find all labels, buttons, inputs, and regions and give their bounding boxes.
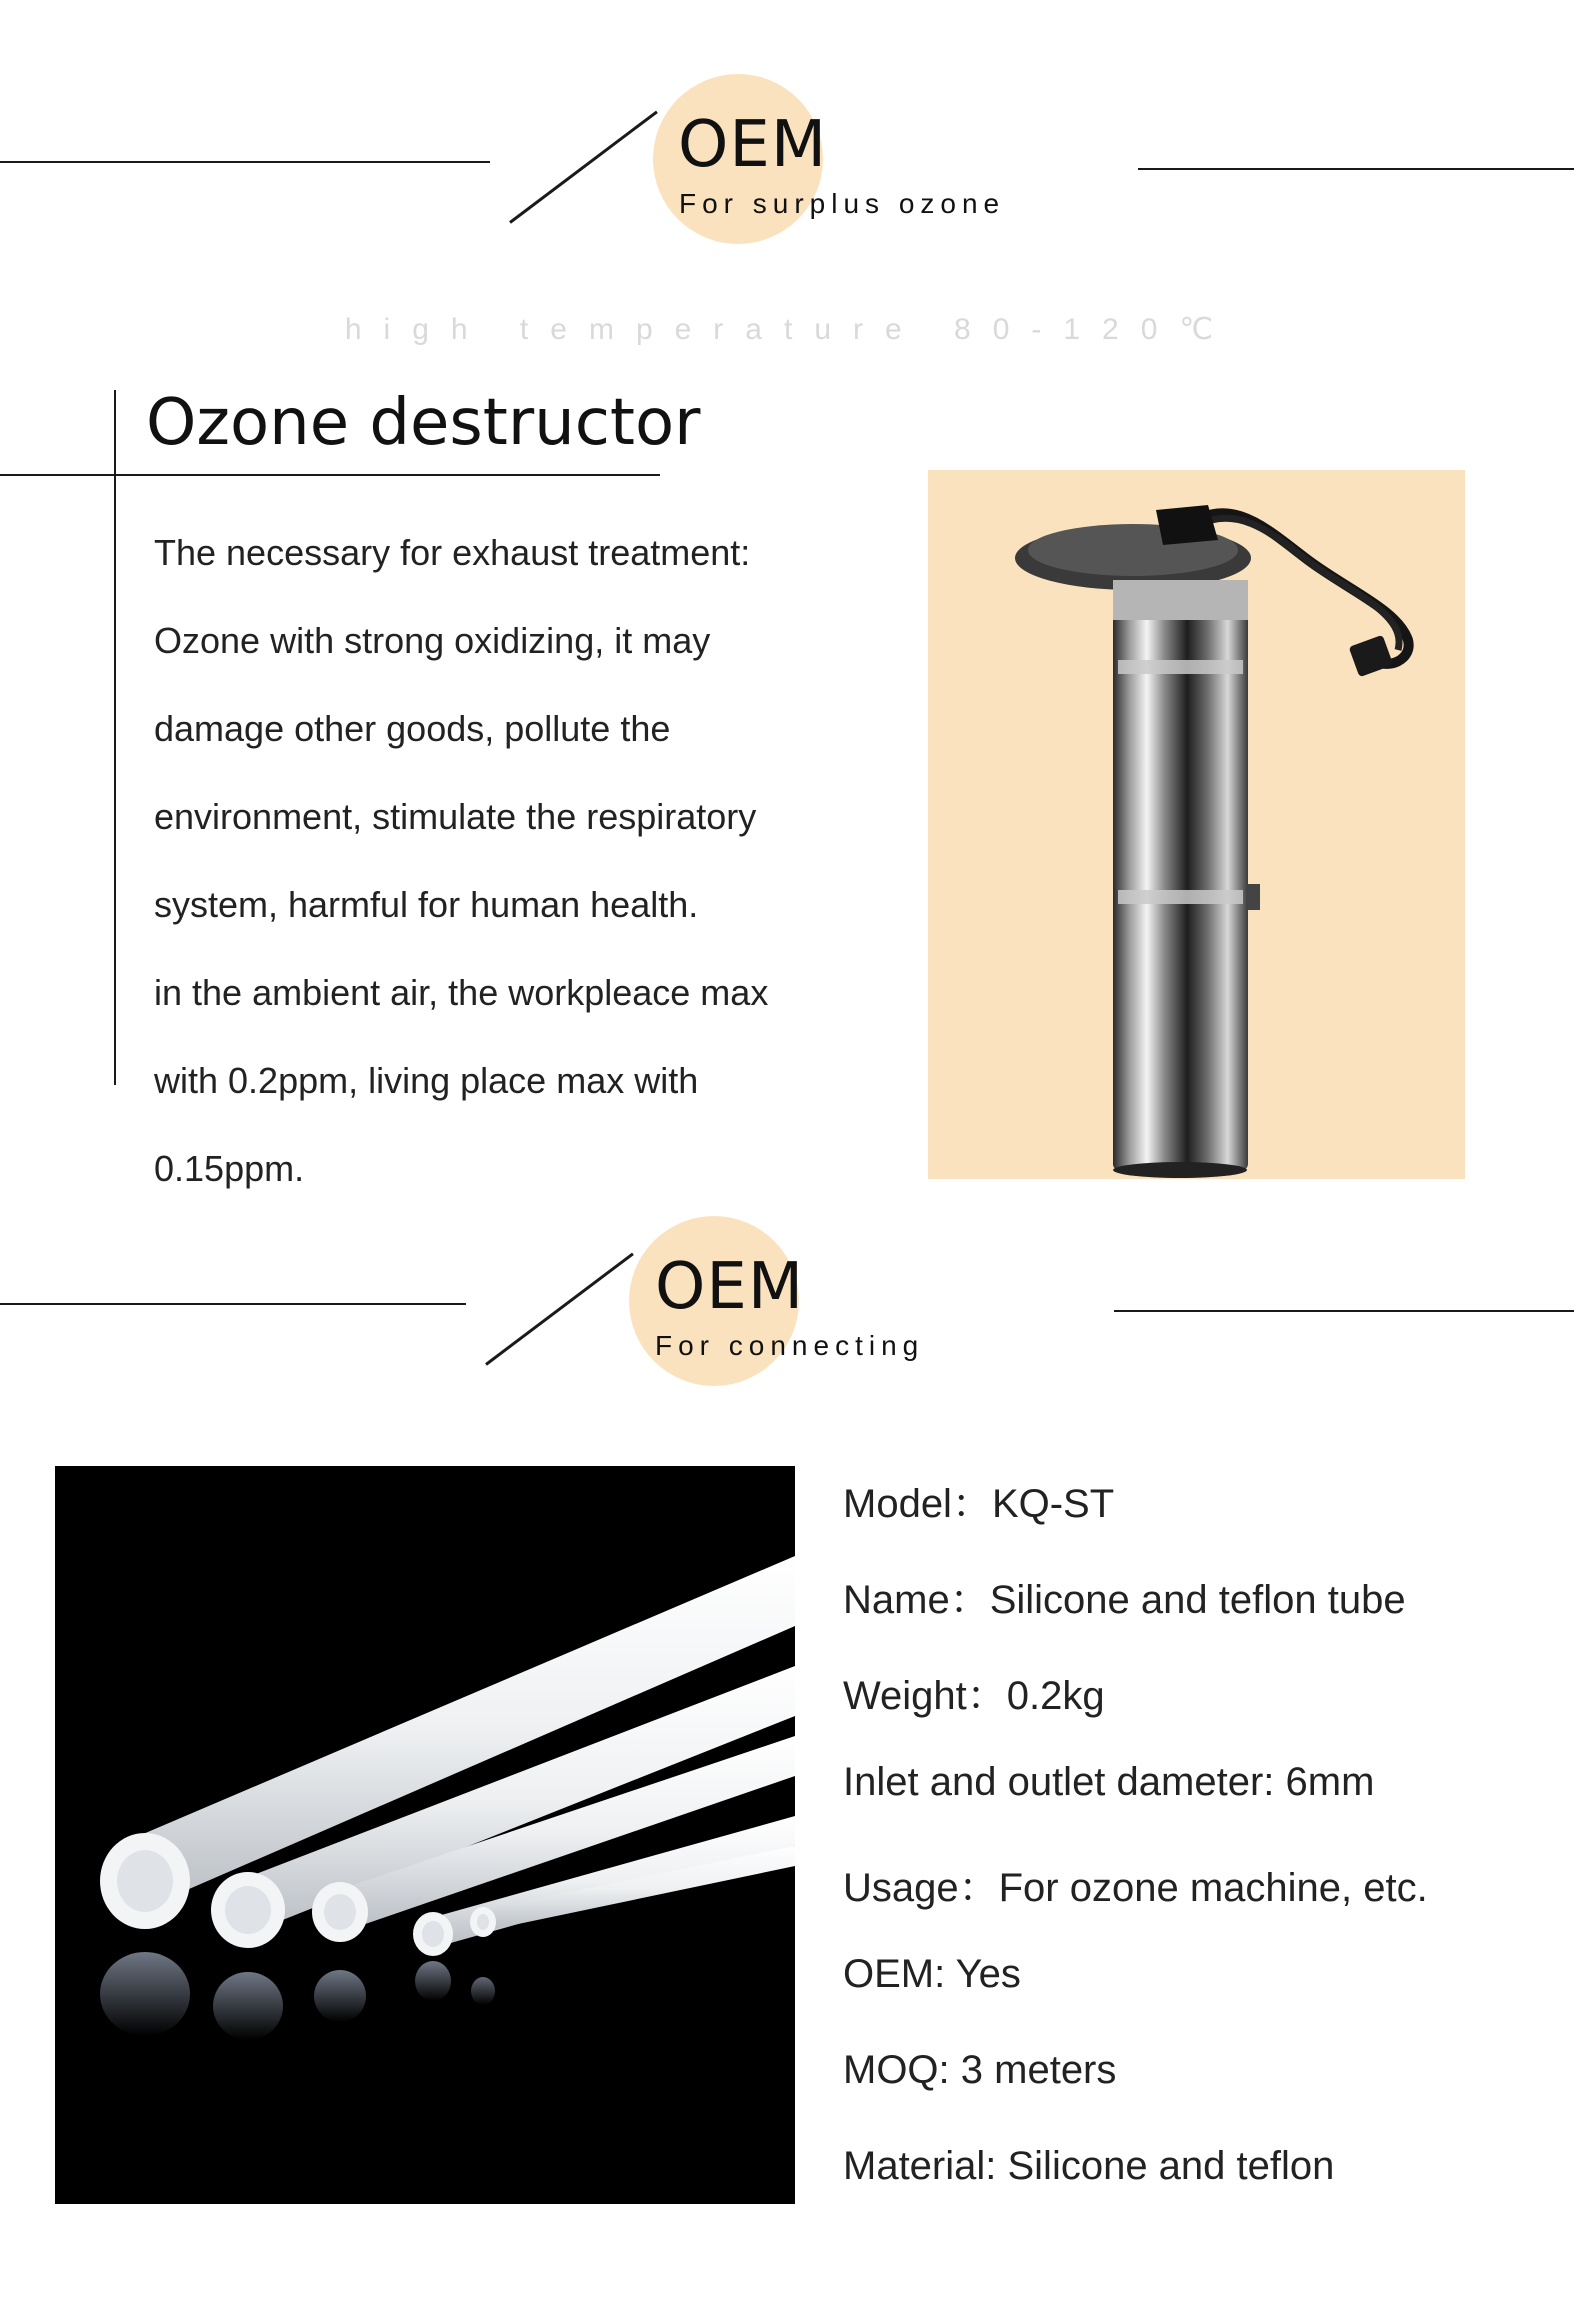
diagonal-stroke-2 [485,1253,634,1366]
description-line: Ozone with strong oxidizing, it may [154,620,711,661]
oem-badge-title-2: OEM [655,1250,805,1324]
spec-oem: OEM: Yes [843,1952,1021,1996]
description-line: The necessary for exhaust treatment: [154,532,751,573]
temperature-note: high temperature 80-120℃ [344,313,1236,346]
spec-moq: MOQ: 3 meters [843,2048,1117,2092]
left-divider-line-1 [0,161,490,163]
description-line: 0.15ppm. [154,1148,305,1189]
silicone-tube-illustration [55,1466,795,2204]
spec-usage: Usage：For ozone machine, etc. [843,1866,1428,1910]
left-divider-line-2 [0,1303,466,1305]
spec-model: Model：KQ-ST [843,1482,1115,1526]
oem-badge-title-1: OEM [678,108,828,182]
right-divider-line-2 [1114,1310,1574,1312]
description-line: environment, stimulate the respiratory [154,796,757,837]
ozone-destructor-illustration [928,470,1465,1179]
description-line: system, harmful for human health. [154,884,699,925]
heading-underline [0,474,660,476]
oem-badge-subtitle-1: For surplus ozone [679,188,1006,219]
spec-diameter: Inlet and outlet dameter: 6mm [843,1760,1375,1804]
description-line: in the ambient air, the workpleace max [154,972,769,1013]
heading-vertical-line [114,390,116,1085]
oem-badge-subtitle-2: For connecting [655,1330,925,1361]
diagonal-stroke-1 [509,111,658,224]
spec-weight: Weight：0.2kg [843,1674,1105,1718]
tube-photo [55,1466,795,2204]
right-divider-line-1 [1138,168,1574,170]
spec-name: Name：Silicone and teflon tube [843,1578,1406,1622]
ozone-destructor-photo [928,470,1465,1179]
description-line: with 0.2ppm, living place max with [154,1060,699,1101]
spec-material: Material: Silicone and teflon [843,2144,1335,2188]
product-heading: Ozone destructor [146,386,701,460]
description-line: damage other goods, pollute the [154,708,671,749]
